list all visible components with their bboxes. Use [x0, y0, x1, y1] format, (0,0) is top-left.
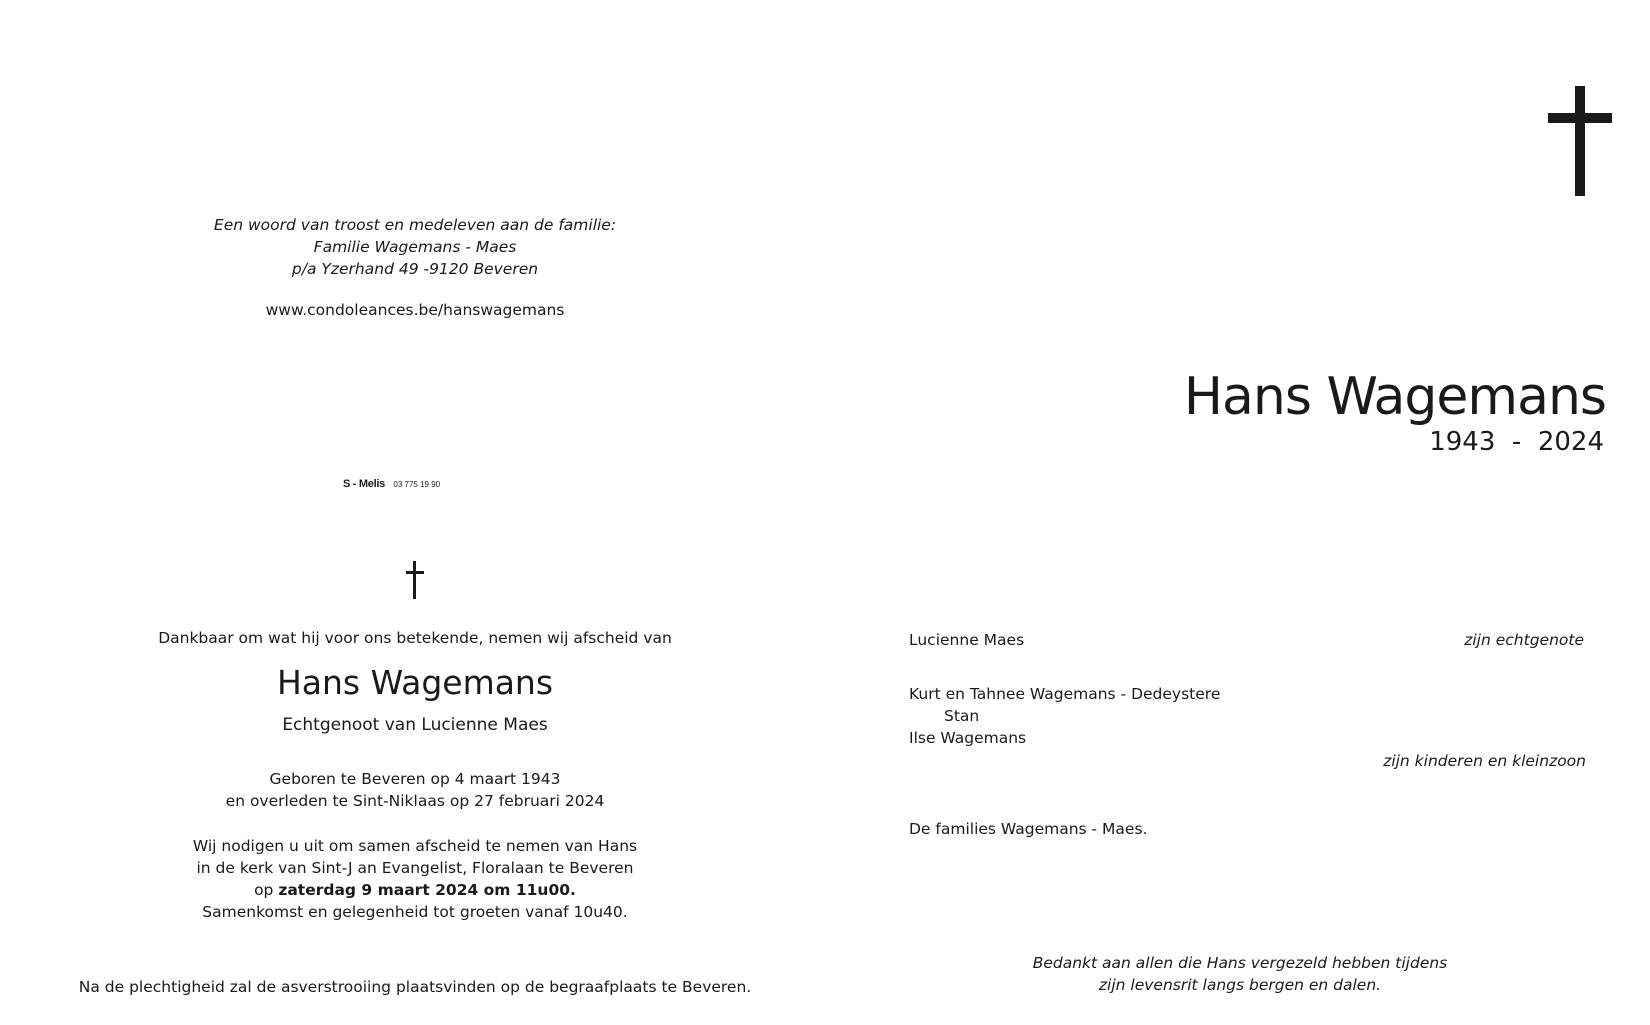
printer-name: S - Melis	[343, 478, 385, 490]
announcement-spouse: Echtgenoot van Lucienne Maes	[282, 715, 548, 735]
invite-line: in de kerk van Sint-J an Evangelist, Floralaan te Beveren	[196, 859, 634, 877]
condolence-line: Een woord van troost en medeleven aan de familie:	[213, 216, 617, 234]
grandchild-line: Stan	[944, 707, 980, 725]
gathering-line: Samenkomst en gelegenheid tot groeten vanaf 10u40.	[202, 903, 628, 921]
small-cross-icon	[404, 561, 426, 599]
invitation-block	[110, 835, 720, 923]
printer-credit	[343, 474, 543, 492]
announcement-name: Hans Wagemans	[276, 663, 554, 702]
child-line: Ilse Wagemans	[909, 729, 1027, 747]
condolence-address: p/a Yzerhand 49 -9120 Beveren	[291, 260, 539, 278]
children-block	[909, 683, 1220, 749]
spouse-name: Lucienne Maes	[909, 631, 1025, 649]
spouse-role: zijn echtgenote	[1464, 631, 1584, 649]
invite-date: zaterdag 9 maart 2024 om 11u00.	[278, 881, 576, 899]
children-role: zijn kinderen en kleinzoon	[1383, 752, 1586, 770]
thanks-block	[1000, 952, 1480, 996]
printer-phone: 03 775 19 90	[393, 480, 441, 489]
announcement-intro: Dankbaar om wat hij voor ons betekende, nemen wij afscheid van	[158, 629, 672, 647]
cover-years: 1943 - 2024	[1429, 427, 1604, 457]
birth-line: Geboren te Beveren op 4 maart 1943	[269, 770, 561, 788]
condolence-website[interactable]: www.condoleances.be/hanswagemans	[265, 301, 565, 319]
child-line: Kurt en Tahnee Wagemans - Dedeystere	[909, 685, 1221, 703]
invite-line: Wij nodigen u uit om samen afscheid te nemen van Hans	[192, 837, 638, 855]
invite-date-line	[110, 879, 720, 901]
cover-name: Hans Wagemans	[1183, 367, 1606, 427]
families-line: De families Wagemans - Maes.	[909, 820, 1148, 838]
invite-prefix: op	[254, 881, 274, 899]
final-note: Na de plechtigheid zal de asverstrooiing plaatsvinden op de begraafplaats te Beveren.	[78, 978, 752, 996]
condolence-family: Familie Wagemans - Maes	[313, 238, 517, 256]
condolence-block	[170, 214, 660, 280]
birth-death-block	[110, 768, 720, 812]
death-line: en overleden te Sint-Niklaas op 27 februari 2024	[225, 792, 605, 810]
thanks-line: Bedankt aan allen die Hans vergezeld hebben tijdens	[1032, 954, 1448, 972]
cross-icon	[1548, 86, 1612, 196]
thanks-line: zijn levensrit langs bergen en dalen.	[1098, 976, 1382, 994]
